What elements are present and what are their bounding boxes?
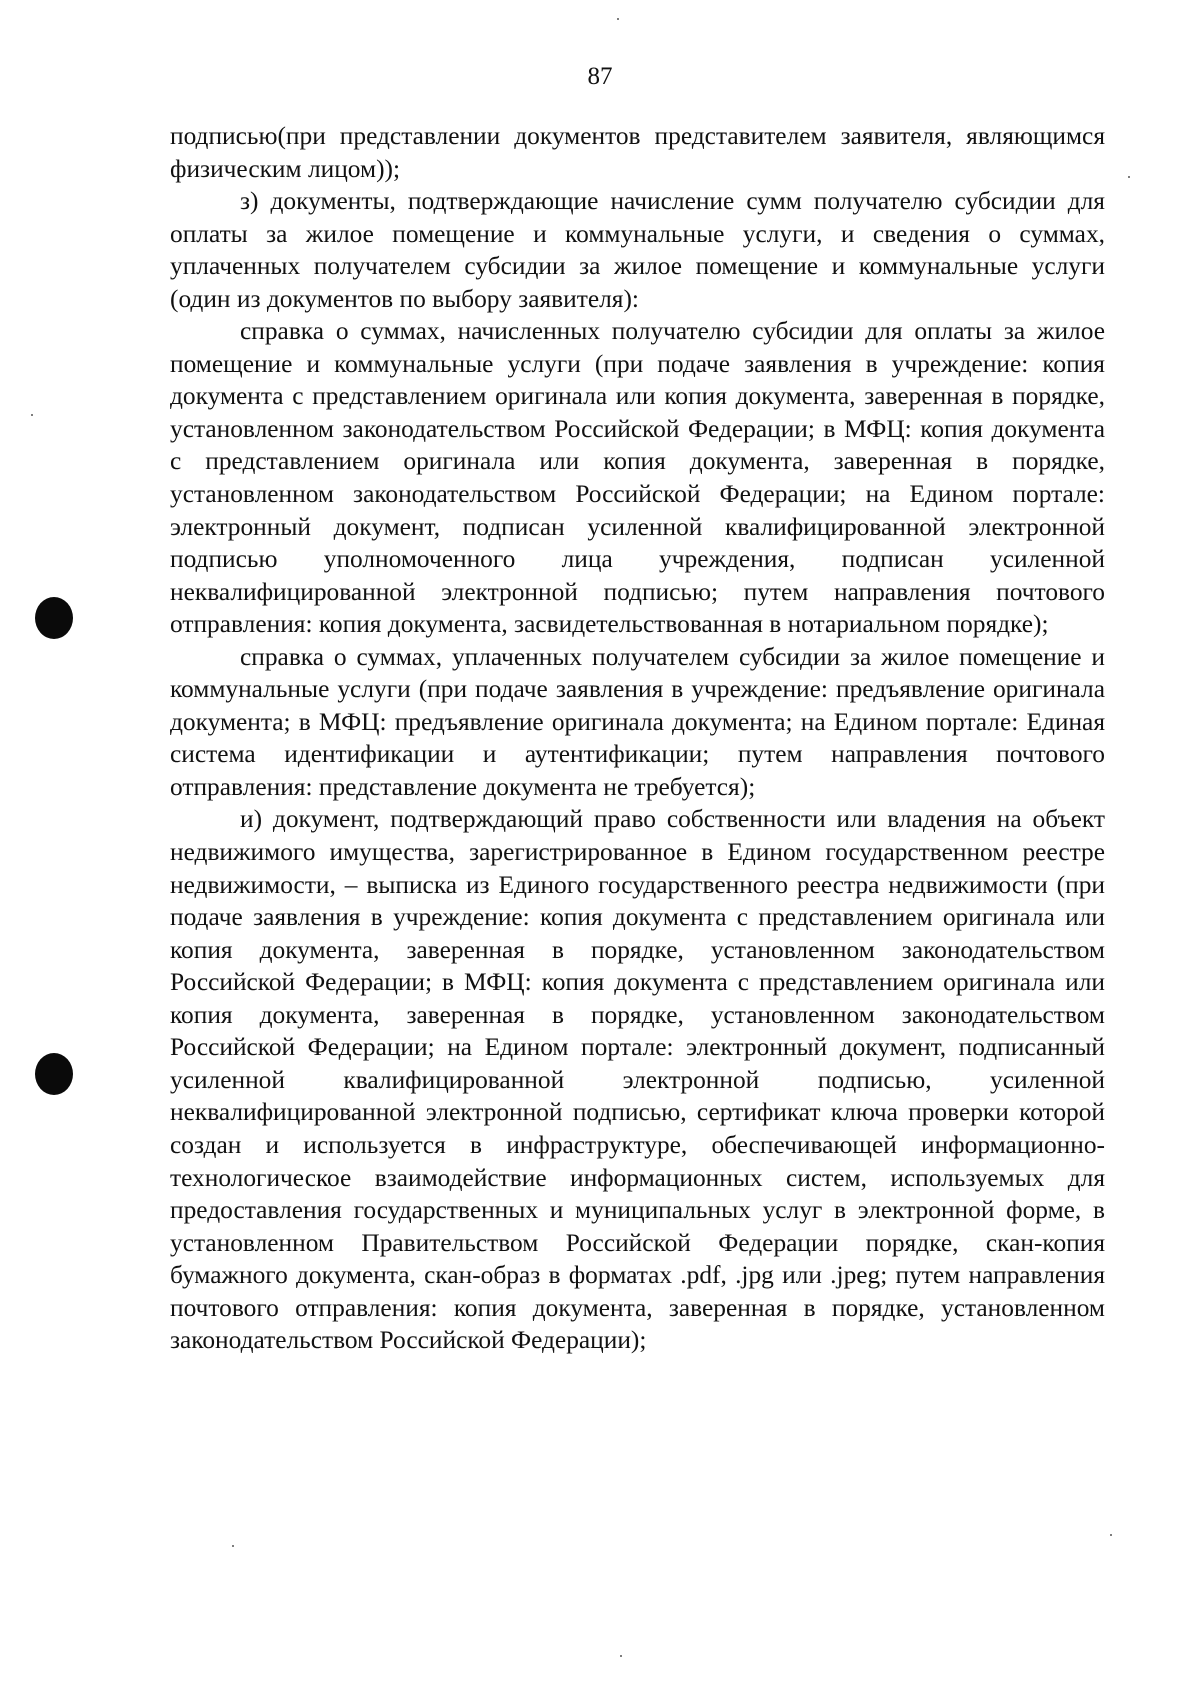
document-body <box>170 120 1105 1357</box>
punch-hole-mark <box>35 597 73 639</box>
scan-speck <box>620 1655 622 1657</box>
punch-hole-mark <box>35 1053 73 1095</box>
paragraph-item-z: з) документы, подтверждающие начисление сумм получателю субсидии для оплаты за жилое помещение и коммунальные услуги, и сведения о суммах, уплаченных получателем субсидии за жилое помещение и коммунальные услуги (один из документов по выбору заявителя): <box>170 187 1105 313</box>
scan-speck <box>232 1545 234 1547</box>
paragraph-paid-sums-certificate: справка о суммах, уплаченных получателем субсидии за жилое помещение и коммунальные услуги (при подаче заявления в учреждение: предъявление оригинала документа; в МФЦ: предъявление оригинала документа; на Едином портале: Единая система идентификации и аутентификации; путем направления почтового отправления: представление документа не требуется); <box>170 642 1105 801</box>
scan-speck <box>1110 1534 1112 1536</box>
scan-speck <box>1128 176 1130 178</box>
paragraph-item-i: и) документ, подтверждающий право собственности или владения на объект недвижимого имущества, зарегистрированное в Едином государственном реестре недвижимости, – выписка из Единого государственного реестра недвижимости (при подаче заявления в учреждение: копия документа с представлением оригинала или копия документа, заверенная в порядке, установленном законодательством Российской Федерации; в МФЦ: копия документа с представлением оригинала или копия документа, заверенная в порядке, установленном законодательством Российской Федерации; на Едином портале: электронный документ, подписанный усиленной квалифицированной электронной подписью, усиленной неквалифицированной электронной подписью, сертификат ключа проверки которой создан и используется в инфраструктуре, обеспечивающей информационно-технологическое взаимодействие информационных систем, используемых для предоставления государственных и муниципальных услуг в электронной форме, в установленном Правительством Российской Федерации порядке, скан-копия бумажного документа, скан-образ в форматах .pdf, .jpg или .jpeg; путем направления почтового отправления: копия документа, заверенная в порядке, установленном законодательством Российской Федерации); <box>170 805 1105 1355</box>
paragraph-accrued-sums-certificate: справка о суммах, начисленных получателю субсидии для оплаты за жилое помещение и коммунальные услуги (при подаче заявления в учреждение: копия документа с представлением оригинала или копия документа, заверенная в порядке, установленном законодательством Российской Федерации; в МФЦ: копия документа с представлением оригинала или копия документа, заверенная в порядке, установленном законодательством Российской Федерации; на Едином портале: электронный документ, подписан усиленной квалифицированной электронной подписью уполномоченного лица учреждения, подписан усиленной неквалифицированной электронной подписью; путем направления почтового отправления: копия документа, засвидетельствованная в нотариальном порядке); <box>170 317 1105 639</box>
paragraph-continuation: подписью(при представлении документов представителем заявителя, являющимся физическим лицом)); <box>170 122 1105 183</box>
scan-speck <box>31 414 33 416</box>
page-number: 87 <box>587 63 613 90</box>
scan-speck <box>617 18 619 20</box>
